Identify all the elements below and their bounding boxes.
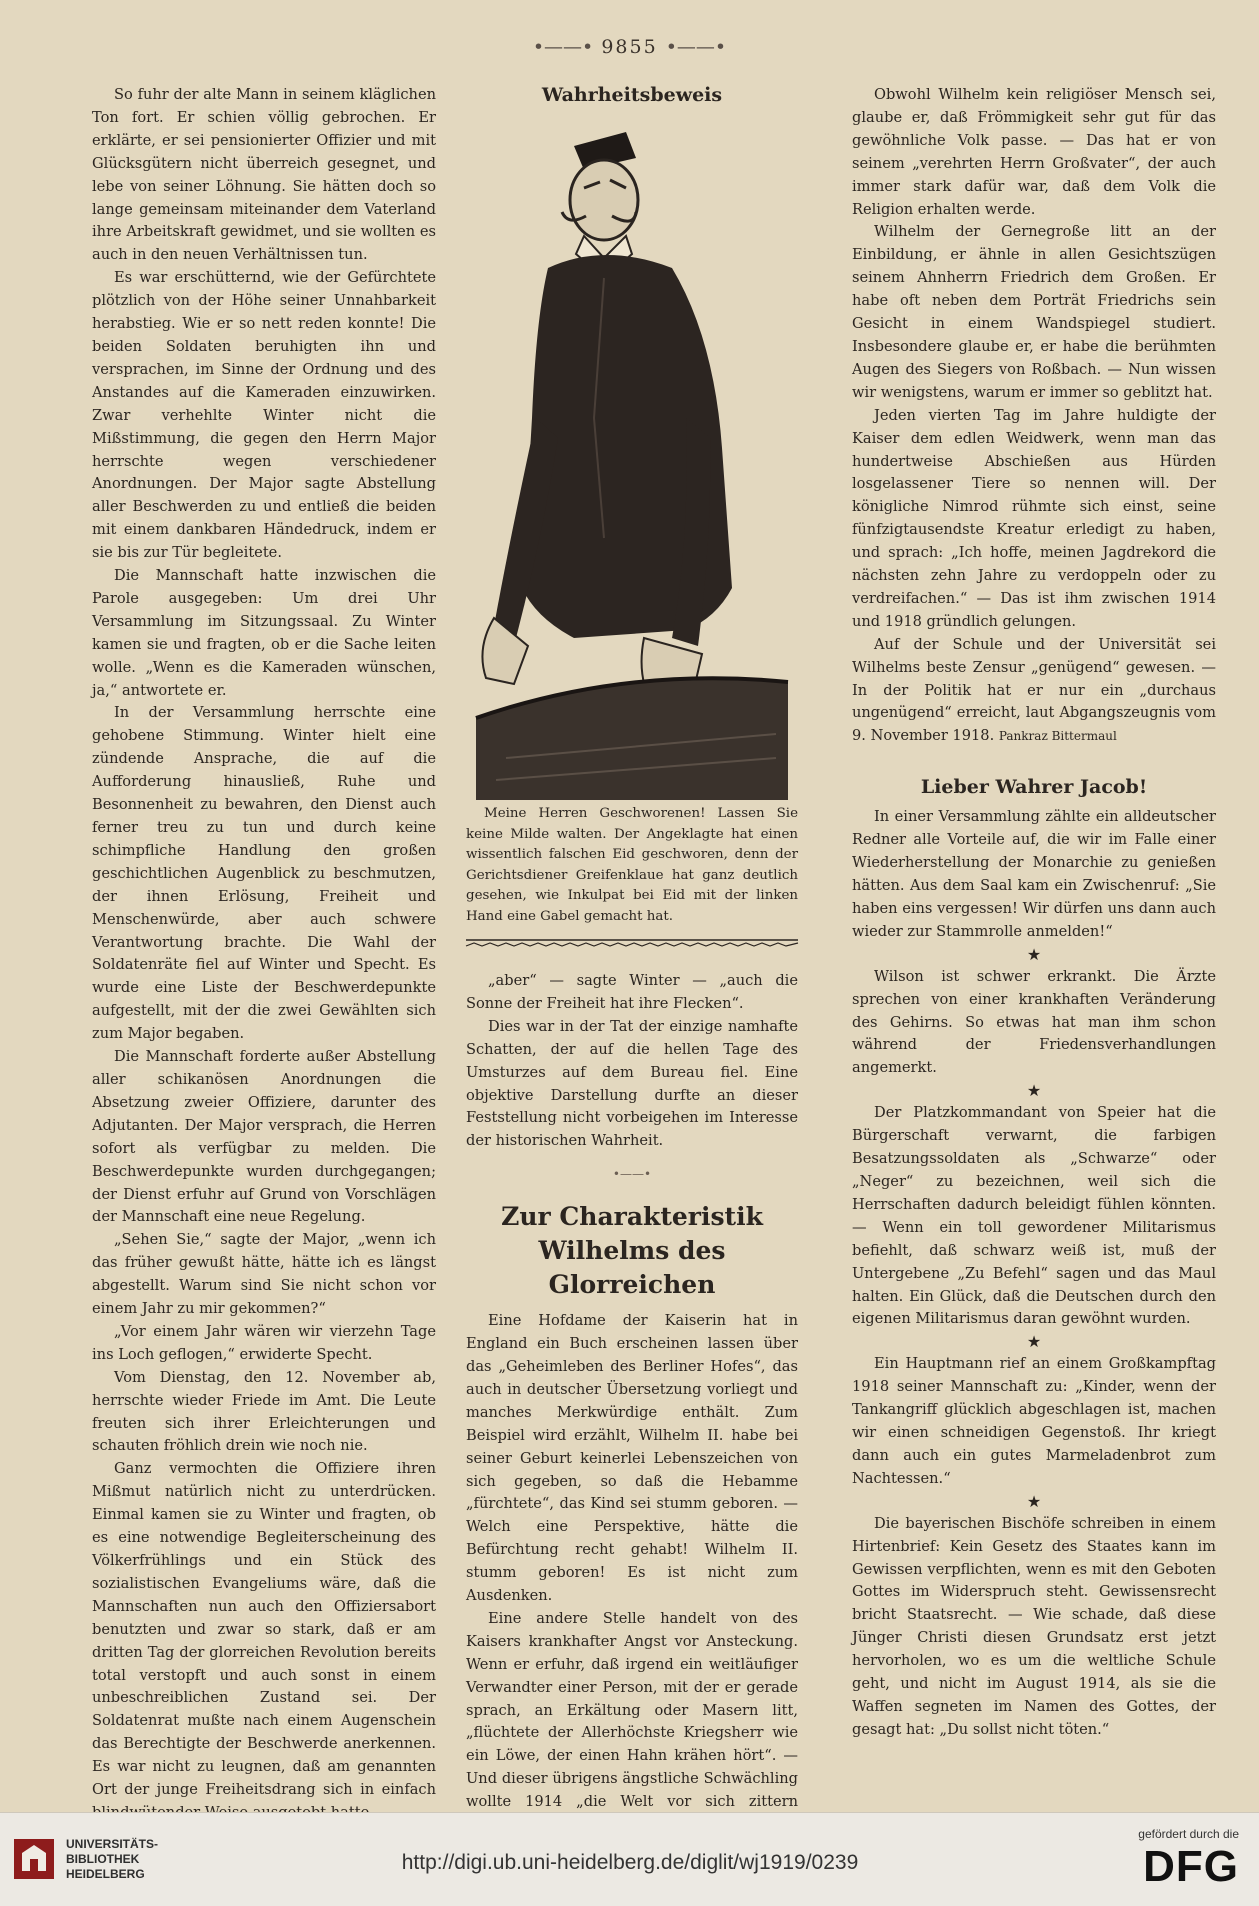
paragraph: Eine andere Stelle handelt von des Kaisers krankhafter Angst vor Ansteckung. Wenn er erfuhr, daß irgend ein weitläufiger Verwandter einer Person, mit der er gerade sprach, an Erkältung oder Masern litt, „flüchtete der Allerhöchste Kriegsherr wie ein Löwe, der einen Hahn krähen hört“. — Und dieser übrigens ängstliche Schwächling wollte 1914 „die Welt vor sich zittern: [466, 1609, 798, 1811]
footer-bar: [0, 1812, 1259, 1906]
paragraph: Wilson ist schwer erkrankt. Die Ärzte sprechen von einer krankhaften Veränderung des Gehirns. So etwas hat man ihm schon während der Friedensverhandlungen angemerkt.: [852, 967, 1216, 1077]
article-heading: [466, 1200, 798, 1302]
column-right: [852, 84, 1216, 1742]
paragraph: In der Versammlung herrschte eine gehobene Stimmung. Winter hielt eine zündende Ansprache, die auf die Aufforderung hinausließ, Ruhe und Besonnenheit zu bewahren, den Dienst auch ferner treu zu tun und durch keine schimpfliche Handlung den großen geschichtlichen Augenblick zu beschmutzen, der ihnen Erlösung, Freiheit und Menschenwürde, aber auch schwere Verantwortung brachte. Die Wahl der Soldatenräte fiel auf Winter und Specht. Es wurde eine Liste der Beschwerdepunkte aufgestellt, mit der die zwei Gewählten sich zum Major begaben.: [92, 704, 436, 1043]
page-number-text: 9855: [601, 36, 658, 58]
column-middle: [466, 970, 798, 1837]
star-divider: ★: [1026, 1332, 1042, 1352]
university-name: [66, 1837, 158, 1882]
author-signature: Pankraz Bittermaul: [998, 729, 1117, 744]
paragraph: Es war erschütternd, wie der Gefürchtete plötzlich von der Höhe seiner Unnahbarkeit herabstieg. Wie er so nett reden konnte! Die beiden Soldaten beruhigten ihn und versprachen, im Sinne der Ordnung und des Anstandes auf die Kameraden einzuwirken. Zwar verhehlte Winter nicht die Mißstimmung, die gegen den Herrn Major herrschte wegen verschiedener Anordnungen. Der Major sagte Abstellung aller Beschwerden zu und entließ die beiden mit einem dankbaren Händedruck, indem er sie bis zur Tür begleitete.: [92, 269, 436, 562]
permalink-url[interactable]: http://digi.ub.uni-heidelberg.de/diglit/wj1919/0239: [401, 1851, 859, 1874]
paragraph: Der Platzkommandant von Speier hat die Bürgerschaft verwarnt, die farbigen Besatzungssoldaten als „Schwarze“ oder „Neger“ zu bezeichnen, weil sich die Herrschaften dadurch beleidigt fühlen könnten. — Wenn ein toll gewordener Militarismus befiehlt, daß schwarz weiß ist, muß der Untergebene „Zu Befehl“ sagen und das Maul halten. Ein Glück, daß die Deutschen durch den eigenen Militarismus daran gewöhnt wurden.: [852, 1104, 1216, 1328]
column-left: [92, 84, 436, 1825]
funding-text: gefördert durch die: [1138, 1827, 1239, 1841]
paragraph: Obwohl Wilhelm kein religiöser Mensch sei, glaube er, daß Frömmigkeit sehr gut für das gewöhnliche Volk passe. — Das hat er von seinem „verehrten Herrn Großvater“, der auch immer stark dafür war, daß dem Volk die Religion erhalten werde.: [852, 86, 1216, 218]
university-logo-icon: [12, 1837, 56, 1881]
paragraph: Die Mannschaft hatte inzwischen die Parole ausgegeben: Um drei Uhr Versammlung im Sitzungssaal. Zu Winter kamen sie und fragten, ob er die Sache leiten wolle. „Wenn es die Kameraden wünschen, ja,“ antwortete er.: [92, 567, 436, 699]
paragraph: Eine Hofdame der Kaiserin hat in England ein Buch erscheinen lassen über das „Geheimleben des Berliner Hofes“, das auch in deutscher Übersetzung vorliegt und manches Merkwürdige enthält. Zum Beispiel wird erzählt, Wilhelm II. habe bei seiner Geburt keinerlei Lebenszeichen von sich gegeben, so daß die Hebamme „fürchtete“, das Kind sei stumm geboren. — Welch eine Perspektive, hätte die Befürchtung recht gehabt! Wilhelm II. stumm geboren! Es ist nicht zum Ausdenken.: [466, 1312, 798, 1605]
ornamental-rule: [466, 936, 798, 950]
university-name-line: HEIDELBERG: [66, 1867, 145, 1881]
paragraph: Vom Dienstag, den 12. November ab, herrschte wieder Friede im Amt. Die Leute freuten sich ihrer Erleichterungen und schauten fröhlich drein wie noch nie.: [92, 1368, 436, 1455]
cartoon-illustration: [476, 118, 788, 800]
paragraph: „Sehen Sie,“ sagte der Major, „wenn ich das früher gewußt hätte, hätte ich es längst abgestellt. Warum sind Sie nicht schon vor einem Jahr zu mir gekommen?“: [92, 1231, 436, 1318]
paragraph: [852, 634, 1216, 749]
paragraph: Die Mannschaft forderte außer Abstellung aller schikanösen Anordnungen die Absetzung zweier Offiziere, darunter des Adjutanten. Der Major versprach, die Herren sofort als verfügbar zu melden. Die Beschwerdepunkte wurden durchgegangen; der Dienst erfuhr auf Grund von Vorschlägen der Mannschaft eine neue Regelung.: [92, 1048, 436, 1226]
paragraph: „Vor einem Jahr wären wir vierzehn Tage ins Loch geflogen,“ erwiderte Specht.: [92, 1322, 436, 1363]
star-divider: ★: [1026, 1081, 1042, 1101]
star-divider: ★: [1026, 1491, 1042, 1511]
paragraph: „aber“ — sagte Winter — „auch die Sonne der Freiheit hat ihre Flecken“.: [466, 972, 798, 1012]
page-number: •——• 9855 •——•: [532, 36, 727, 58]
paragraph: Wilhelm der Gernegroße litt an der Einbildung, er ähnle in allen Gesichtszügen seinem Ahnherrn Friedrich dem Großen. Er habe oft neben dem Porträt Friedrichs sein Gesicht in einem Wandspiegel studiert. Insbesondere glaube er, er habe die berühmten Augen des Siegers von Roßbach. — Nun wissen wir wenigstens, warum er immer so geblitzt hat.: [852, 223, 1216, 401]
paragraph: Ein Hauptmann rief an einem Großkampftag 1918 seiner Mannschaft zu: „Kinder, wenn der Tankangriff glücklich abgeschlagen ist, machen wir einen schneidigen Gegenstoß. Ihr kriegt dann auch ein gutes Marmeladenbrot zum Nachtessen.“: [852, 1355, 1216, 1487]
article-heading-line-2: Wilhelms des Glorreichen: [538, 1236, 726, 1300]
paragraph: Die bayerischen Bischöfe schreiben in einem Hirtenbrief: Kein Gesetz des Staates kann im Gewissen verpflichten, wenn es mit den Geboten Gottes im Widerspruch steht. Gewissensrecht bricht Staatsrecht. — Wie schade, daß diese Jünger Christi diesen Grundsatz erst jetzt hervorholen, wo es um die weltliche Schule geht, und nicht im August 1914, als sie die Waffen segneten im Namen des Gottes, der gesagt hat: „Du sollst nicht töten.“: [852, 1514, 1216, 1738]
university-name-line: BIBLIOTHEK: [66, 1852, 140, 1866]
paragraph: So fuhr der alte Mann in seinem kläglichen Ton fort. Er schien völlig gebrochen. Er erklärte, er sei pensionierter Offizier und mit Glücksgütern nicht überreich gesegnet, und lebe von seiner Löhnung. Sie hätten doch so lange gemeinsam miteinander dem Vaterland ihre Arbeitskraft gewidmet, und sie wollten es auch in den neuen Verhältnissen tun.: [92, 86, 436, 264]
star-divider: ★: [1026, 944, 1042, 964]
university-name-line: UNIVERSITÄTS-: [66, 1837, 159, 1851]
article-heading-line-1: Zur Charakteristik: [501, 1202, 763, 1232]
paragraph: Dies war in der Tat der einzige namhafte Schatten, der auf die hellen Tage des Umsturzes auf dem Bureau fiel. Eine objektive Darstellung durfte an dieser Feststellung nicht vorbeigehen im Interesse der historischen Wahrheit.: [466, 1017, 798, 1150]
caption-text: Meine Herren Geschworenen! Lassen Sie keine Milde walten. Der Angeklagte hat einen wissentlich falschen Eid geschworen, denn der Gerichtsdiener Greifenklaue hat ganz deutlich gesehen, wie Inkulpat bei Eid mit der linken Hand eine Gabel gemacht hat.: [466, 806, 798, 924]
funding-credit: [1138, 1827, 1239, 1893]
cartoon-title: Wahrheitsbeweis: [541, 84, 723, 106]
paragraph: Ganz vermochten die Offiziere ihren Mißmut natürlich nicht zu unterdrücken. Einmal kamen sie zu Winter und fragten, ob es eine notwendige Begleiterscheinung des Völkerfrühlings und ein Stück des sozialistischen Evangeliums wäre, daß die Mannschaften nun auch den Offiziersabort benutzten und zwar so stark, daß er am dritten Tag der glorreichen Revolution bereits total verstopft und auch sonst in einem unbeschreiblichen Zustand sei. Der Soldatenrat mußte nach einem Augenschein das Berechtigte der Beschwerde anerkennen. Es war nicht zu leugnen, daß am genannten Ort der junge Freiheitsdrang sich in einfach: [92, 1460, 436, 1799]
section-heading: Lieber Wahrer Jacob!: [920, 776, 1148, 799]
cartoon-caption: [466, 804, 798, 927]
paragraph-text: Auf der Schule und der Universität sei Wilhelms beste Zensur „genügend“ gewesen. — In der Politik hat er nur ein „durchaus ungenügend“ erreicht, laut Abgangszeugnis vom 9. November 1918.: [852, 635, 1216, 745]
paragraph: Jeden vierten Tag im Jahre huldigte der Kaiser dem edlen Weidwerk, wenn man das hundertweise Abschießen aus Hürden losgelassener Tiere so nennen will. Der königliche Nimrod rühmte sich einst, seine fünfzigtausendste Kreatur erledigt zu haben, und sprach: „Ich hoffe, meinen Jagdrekord die nächsten zehn Jahre zu verdoppeln oder zu verdreifachen.“ — Das ist ihm zwischen 1914 und 1918 gründlich gelungen.: [852, 406, 1216, 630]
small-divider: •——•: [612, 1167, 652, 1182]
dfg-logo: DFG: [1143, 1842, 1239, 1891]
paragraph: In einer Versammlung zählte ein alldeutscher Redner alle Vorteile auf, die wir im Falle einer Wiederherstellung der Monarchie zu genießen hätten. Aus dem Saal kam ein Zwischenruf: „Sie haben eins vergessen! Wir dürfen uns dann auch wieder zur Stammrolle anmelden!“: [852, 808, 1216, 940]
